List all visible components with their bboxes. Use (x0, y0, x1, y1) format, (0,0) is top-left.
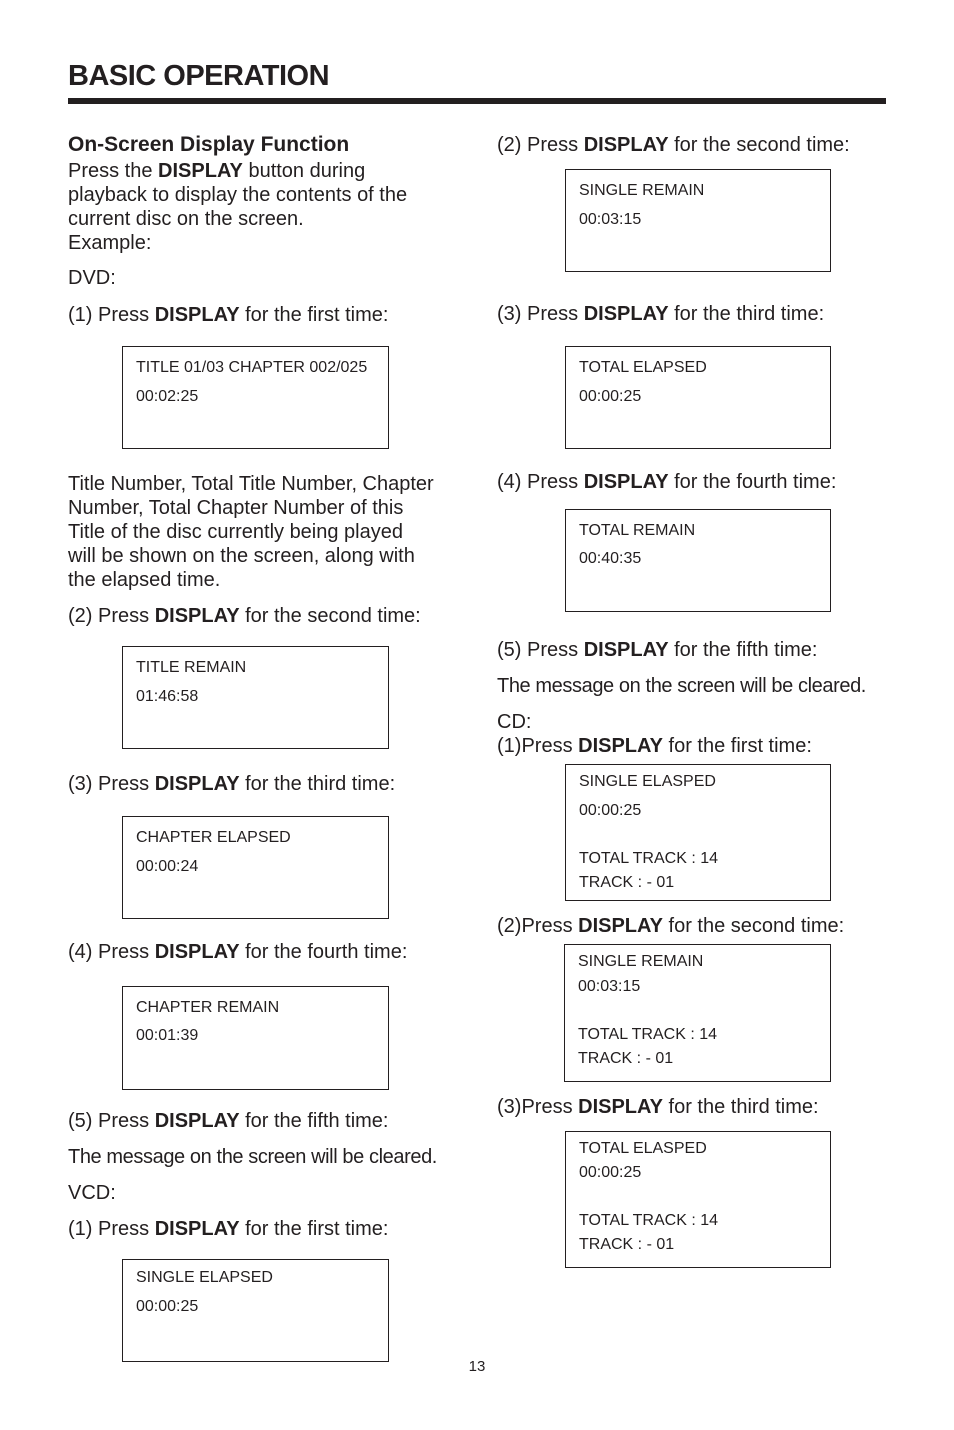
cd-step-3-instruction: (3)Press DISPLAY for the third time: (497, 1096, 819, 1118)
osd-line: TOTAL TRACK : 14 (579, 1212, 719, 1229)
dvd-display-box-3 (122, 816, 389, 919)
osd-line: 00:00:25 (136, 1298, 199, 1315)
vcd-step-1-instruction: (1) Press DISPLAY for the first time: (68, 1218, 389, 1240)
intro-line-4: Example: (68, 232, 152, 254)
osd-line: TRACK : - 01 (579, 874, 675, 891)
dvd-desc-line-5: the elapsed time. (68, 569, 221, 591)
osd-line: TOTAL REMAIN (579, 522, 696, 539)
cd-display-box-1 (565, 764, 831, 901)
osd-line: 00:00:24 (136, 858, 199, 875)
osd-line: 00:40:35 (579, 550, 642, 567)
cd-step-2-instruction: (2)Press DISPLAY for the second time: (497, 915, 845, 937)
osd-line: TOTAL TRACK : 14 (579, 850, 719, 867)
dvd-step-4-instruction: (4) Press DISPLAY for the fourth time: (68, 941, 408, 963)
heading-rule (68, 98, 886, 104)
osd-line: 00:01:39 (136, 1027, 199, 1044)
cd-display-box-3 (565, 1131, 831, 1268)
dvd-step-1-instruction: (1) Press DISPLAY for the first time: (68, 304, 389, 326)
dvd-desc-line-3: Title of the disc currently being played (68, 521, 403, 543)
osd-line: CHAPTER ELAPSED (136, 829, 291, 846)
cd-display-box-2 (564, 944, 831, 1082)
vcd-display-box-2 (565, 169, 831, 272)
vcd-step-4-instruction: (4) Press DISPLAY for the fourth time: (497, 471, 837, 493)
dvd-display-box-4 (122, 986, 389, 1090)
page-number: 13 (468, 1358, 486, 1375)
osd-line: SINGLE ELASPED (579, 773, 716, 790)
dvd-cleared-text: The message on the screen will be cleared. (68, 1146, 437, 1168)
vcd-step-3-instruction: (3) Press DISPLAY for the third time: (497, 303, 825, 325)
vcd-display-box-3 (565, 346, 831, 449)
osd-line: SINGLE REMAIN (579, 182, 705, 199)
dvd-desc-line-4: will be shown on the screen, along with (68, 545, 415, 567)
dvd-display-box-1 (122, 346, 389, 449)
dvd-label: DVD: (68, 267, 116, 289)
osd-line: 00:02:25 (136, 388, 199, 405)
dvd-step-3-instruction: (3) Press DISPLAY for the third time: (68, 773, 396, 795)
osd-line: 00:00:25 (579, 802, 642, 819)
osd-line: 01:46:58 (136, 688, 199, 705)
section-title: On-Screen Display Function (68, 133, 350, 156)
page-heading: BASIC OPERATION (68, 60, 330, 92)
vcd-cleared-text: The message on the screen will be cleared. (497, 675, 866, 697)
vcd-step-2-instruction: (2) Press DISPLAY for the second time: (497, 134, 850, 156)
osd-line: TRACK : - 01 (579, 1236, 675, 1253)
osd-line: 00:00:25 (579, 1164, 642, 1181)
cd-step-1-instruction: (1)Press DISPLAY for the first time: (497, 735, 812, 757)
osd-line: TITLE REMAIN (136, 659, 247, 676)
osd-line: TITLE 01/03 CHAPTER 002/025 (136, 359, 368, 376)
vcd-display-box-1 (122, 1259, 389, 1362)
dvd-desc-line-2: Number, Total Chapter Number of this (68, 497, 404, 519)
osd-line: TOTAL TRACK : 14 (578, 1026, 718, 1043)
dvd-step-2-instruction: (2) Press DISPLAY for the second time: (68, 605, 421, 627)
vcd-display-box-4 (565, 509, 831, 612)
osd-line: TRACK : - 01 (578, 1050, 674, 1067)
dvd-desc-line-1: Title Number, Total Title Number, Chapter (68, 473, 434, 495)
osd-line: TOTAL ELAPSED (579, 359, 707, 376)
osd-line: 00:03:15 (579, 211, 642, 228)
dvd-step-5-instruction: (5) Press DISPLAY for the fifth time: (68, 1110, 389, 1132)
osd-line: TOTAL ELASPED (579, 1140, 707, 1157)
vcd-step-5-instruction: (5) Press DISPLAY for the fifth time: (497, 639, 818, 661)
vcd-label: VCD: (68, 1182, 116, 1204)
osd-line: CHAPTER REMAIN (136, 999, 280, 1016)
osd-line: 00:00:25 (579, 388, 642, 405)
intro-line-1: Press the DISPLAY button during (68, 160, 366, 182)
intro-line-3: current disc on the screen. (68, 208, 304, 230)
osd-line: SINGLE REMAIN (578, 953, 704, 970)
cd-label: CD: (497, 711, 532, 733)
dvd-display-box-2 (122, 646, 389, 749)
osd-line: 00:03:15 (578, 978, 641, 995)
osd-line: SINGLE ELAPSED (136, 1269, 273, 1286)
intro-line-2: playback to display the contents of the (68, 184, 408, 206)
